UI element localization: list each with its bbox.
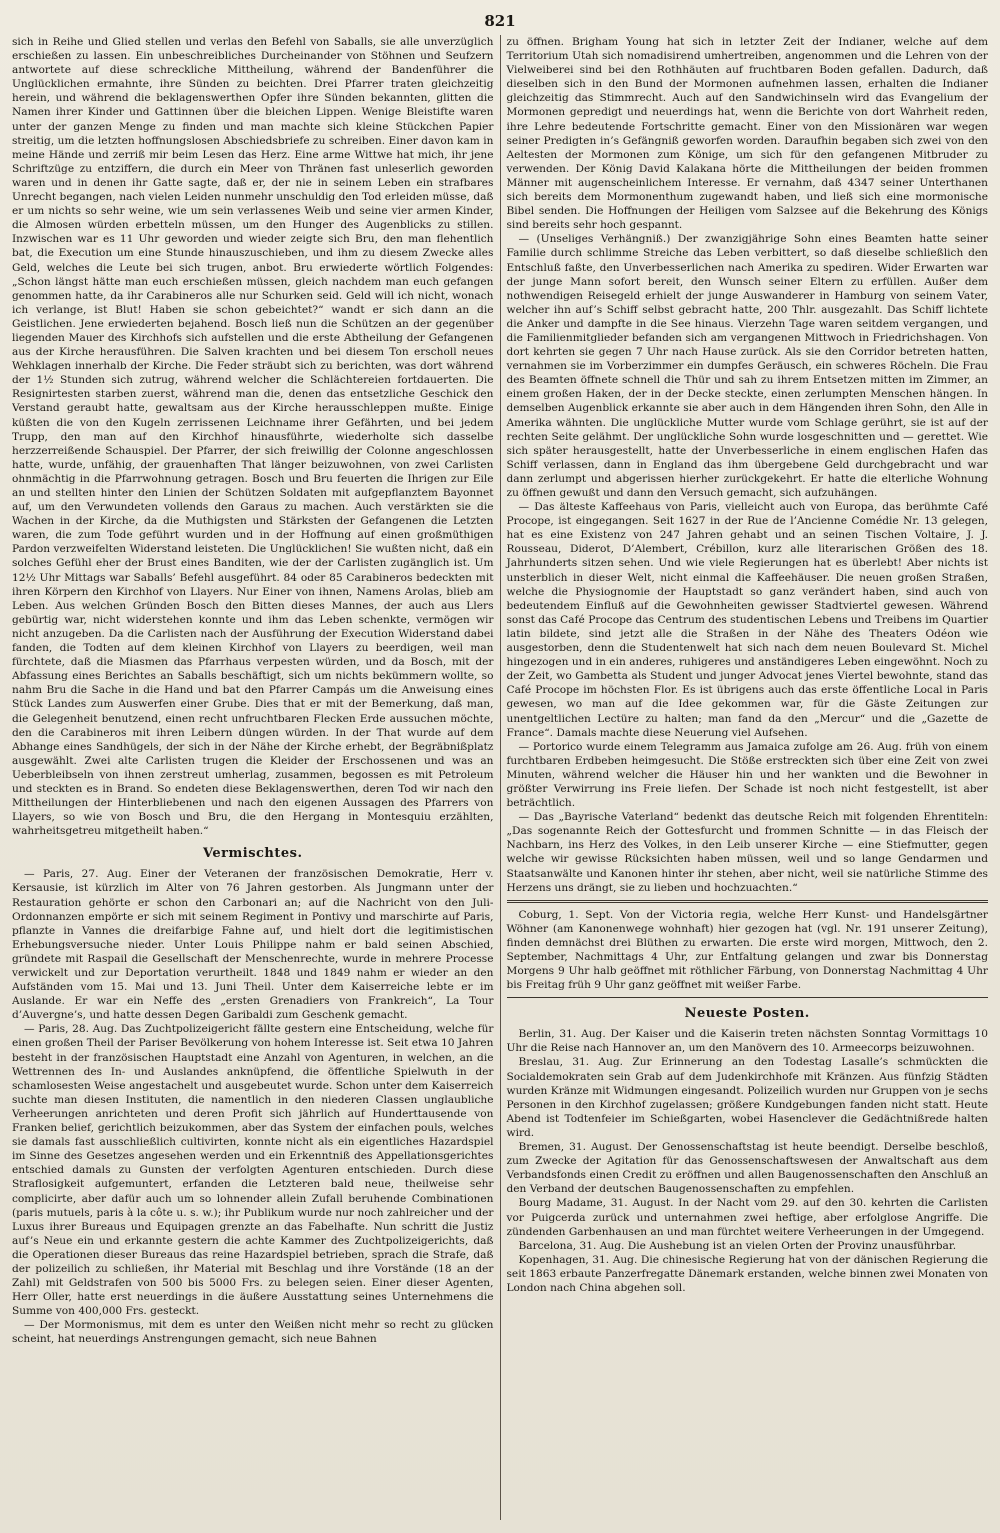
section-heading-news: Neueste Posten.	[684, 1006, 810, 1022]
news-kopenhagen: Kopenhagen, 31. Aug. Die chinesische Regierung hat von der dänischen Regierung die seit 1863 erbaute Panzerfregatte Dänemark erstanden, welche binnen zwei Monaten von London nach China abgehen soll.	[506, 1253, 988, 1294]
article-paris-kersausie: — Paris, 27. Aug. Einer der Veteranen der französischen Demokratie, Herr v. Kersausie, ist kürzlich im Alter von 76 Jahren gestorben. Als Jungmann unter der Restauration gehörte er schon den Carbonari an; auf die Nachricht von den Juli-Ordonnanzen empörte er sich mit seinem Regiment in Pontivy und marschirte auf Paris, pflanzte in Vannes die dreifarbige Fahne auf, und hielt dort die legitimistischen Erhebungsversuche nieder. Unter Louis Philippe nahm er bald seinen Abschied, gründete mit Raspail die Gesellschaft der Menschenrechte, wurde in mehrere Processe verwickelt und zur Deportation verurtheilt. 1848 und 1849 nahm er wieder an den Aufständen vom 15. Mai und 13. Juni Theil. Unter dem Kaiserreiche lebte er im Auslande. Er war ein Neffe des „ersten Grenadiers von Frankreich“, La Tour d’Auvergne’s, und hatte dessen Degen Garibaldi zum Geschenk gemacht.	[12, 868, 494, 1022]
page-number: 821	[484, 12, 516, 30]
article-cafe-procope: — Das älteste Kaffeehaus von Paris, vielleicht auch von Europa, das berühmte Café Procope, ist eingegangen. Seit 1627 in der Rue de l’Ancienne Comédie Nr. 13 gelegen, hat es eine Existenz von 247 Jahren gehabt und an seinen Tischen Voltaire, J. J. Rousseau, Diderot, D’Alembert, Crébillon, kurz alle literarischen Größen des 18. Jahrhunderts sitzen sehen. Und wie viele Regierungen hat es überlebt! Aber nichts ist unsterblich in dieser Welt, nicht einmal die Kaffeehäuser. Die neuen großen Straßen, welche die Physiognomie der Hauptstadt so ganz verändert haben, sind auch von bedeutendem Einfluß auf die Gewohnheiten gewisser Stadtviertel gewesen. Während sonst das Café Procope das Centrum des studentischen Lebens und Treibens im Quartier latin bildete, sind jetzt alle die Straßen in der Nähe des Theaters Odéon wie ausgestorben, denn die Studentenwelt hat sich nach dem neuen Boulevard St. Michel hingezogen und in ein anderes, ruhigeres und anständigeres Leben eingewöhnt. Noch zu der Zeit, wo Gambetta als Student und junger Advocat jenes Viertel bewohnte, stand das Café Procope im höchsten Flor. Es ist übrigens auch das erste öffentliche Local in Paris gewesen, wo man auf die Idee gekommen war, für die Gäste Zeitungen zur unentgeltlichen Lectüre zu halten; man fand da den „Mercur“ und die „Gazette de France“. Damals machte diese Neuerung viel Aufsehen.	[506, 501, 988, 739]
article-bayrisches-vaterland: — Das „Bayrische Vaterland“ bedenkt das deutsche Reich mit folgenden Ehrentiteln: „Das sogenannte Reich der Gottesfurcht und frommen Schnitte — in das Fleisch der Nachbarn, ins Herz des Volkes, in den Leib unserer Kirche — eine Stiefmutter, gegen welche wir gewisse Rücksichten haben müssen, weil und so lange Gendarmen und Staatsanwälte und Kanonen hinter ihr stehen, aber nicht, weil sie natürliche Stimme des Herzens uns drängt, sie zu lieben und hochzuachten.“	[506, 811, 988, 894]
section-heading-misc: Vermischtes.	[202, 846, 303, 862]
article-coburg-victoria-regia: Coburg, 1. Sept. Von der Victoria regia, welche Herr Kunst- und Handelsgärtner Wöhner (am Kanonenwege wohnhaft) hier gezogen hat (vgl. Nr. 191 unserer Zeitung), finden demnächst drei Blüthen zu erwarten. Die erste wird morgen, Mittwoch, den 2. September, Nachmittags 4 Uhr, zur Entfaltung gelangen und zwar bis Donnerstag Morgens 9 Uhr halb geöffnet mit röthlicher Färbung, von Donnerstag Nachmittag 4 Uhr bis Freitag früh 9 Uhr ganz geöffnet mit weißer Farbe.	[506, 908, 988, 992]
left-column	[12, 35, 500, 1520]
article-unseliges-verhaengniss: — (Unseliges Verhängniß.) Der zwanzigjährige Sohn eines Beamten hatte seiner Familie durch schlimme Streiche das Leben verbittert, so daß dieselbe schließlich den Entschluß faßte, den Unverbesserlichen nach Amerika zu spediren. Wider Erwarten war der junge Mann sofort bereit, den Wunsch seiner Eltern zu erfüllen. Außer dem nothwendigen Reisegeld erhielt der junge Auswanderer in Hamburg von seinem Vater, welcher ihn auf’s Schiff selbst gebracht hatte, 200 Thlr. ausgezahlt. Das Schiff lichtete die Anker und dampfte in die See hinaus. Vierzehn Tage waren seitdem vergangen, und die Familienmitglieder befanden sich am vergangenen Mittwoch in Friedrichshagen. Von dort kehrten sie gegen 7 Uhr nach Hause zurück. Als sie den Corridor betreten hatten, vernahmen sie im Vorberzimmer ein dumpfes Geräusch, ein schweres Röcheln. Die Frau des Beamten öffnete schnell die Thür und sah zu ihrem Entsetzen mitten im Zimmer, an einem großen Haken, der in der Decke steckte, einen zerlumpten Menschen hängen. In demselben Augenblick erkannte sie aber auch in dem Hängenden ihren Sohn, den Alle in Amerika wähnten. Die unglückliche Mutter wurde vom Schlage gerührt, sie ist auf der rechten Seite gelähmt. Der unglückliche Sohn wurde losgeschnitten und — gerettet. Wie sich später herausgestellt, hatte der Unverbesserliche in einem englischen Hafen das Schiff verlassen, dann in England das ihm übergebene Geld durchgebracht und war dann zerlumpt und abgerissen hierher zurückgekehrt. Er hatte die elterliche Wohnung zu öffnen gewußt und dann den Versuch gemacht, sich aufzuhängen.	[506, 233, 988, 499]
news-bourg-madame: Bourg Madame, 31. August. In der Nacht vom 29. auf den 30. kehrten die Carlisten vor Puigcerda zurück und unternahmen zwei heftige, aber erfolglose Angriffe. Die zündenden Garbenhausen an und man fürchtet weitere Verheerungen in der Umgegend.	[506, 1197, 988, 1238]
right-column	[501, 35, 989, 1520]
news-berlin: Berlin, 31. Aug. Der Kaiser und die Kaiserin treten nächsten Sonntag Vormittags 10 Uhr die Reise nach Hannover an, um den Manövern des 10. Armeecorps beizuwohnen.	[506, 1028, 988, 1055]
article-paris-betting: — Paris, 28. Aug. Das Zuchtpolizeigericht fällte gestern eine Entscheidung, welche für einen großen Theil der Pariser Bevölkerung von hohem Interesse ist. Seit etwa 10 Jahren besteht in der französischen Hauptstadt eine Anzahl von Agenturen, in welchen, an die Wettrennen des In- und Auslandes anknüpfend, die öffentliche Spielwuth in der schamlosesten Weise angestachelt und ausgebeutet wurde. Schon unter dem Kaiserreich suchte man diesen Instituten, die namentlich in den niederen Classen unglaubliche Verheerungen anrichteten und deren Profit sich jährlich auf Hunderttausende von Franken belief, gerichtlich beizukommen, aber das System der einfachen pouls, welches sie damals fast ausschließlich cultivirten, konnte nicht als ein eigentliches Hazardspiel im Sinne des Gesetzes angesehen werden und ein Erkenntniß des Appellationsgerichtes entschied damals zu Gunsten der verfolgten Agenturen entschieden. Durch diese Straflosigkeit aufgemuntert, erfanden die Letzteren bald neue, theilweise sehr complicirte, aber dafür auch um so lohnender allein Zufall beruhende Combinationen (paris mutuels, paris à la côte u. s. w.); ihr Publikum wurde nur noch zahlreicher und der Luxus ihrer Bureaus und Equipagen grenzte an das Fabelhafte. Nun schritt die Justiz auf’s Neue ein und erkannte gestern die achte Kammer des Zuchtpolizeigerichts, daß die Operationen dieser Bureaus das reine Hazardspiel betrieben, sprach die Strafe, daß der polizeilich zu schließen, ihr Material mit Beschlag und ihre Vorstände (18 an der Zahl) mit Geldstrafen von 500 bis 5000 Frs. zu belegen seien. Einer dieser Agenten, Herr Oller, hatte erst neuerdings in die äußere Ausstattung seines Unternehmens die Summe von 400,000 Frs. gesteckt.	[12, 1023, 494, 1318]
news-bremen: Bremen, 31. August. Der Genossenschaftstag ist heute beendigt. Derselbe beschloß, zum Zwecke der Agitation für das Genossenschaftswesen der Anwaltschaft aus dem Verbandsfonds einen Credit zu eröffnen und allen Baugenossenschaften den Anschluß an den Verband der deutschen Baugenossenschaften zu empfehlen.	[506, 1141, 988, 1196]
article-mormonism-cont: zu öffnen. Brigham Young hat sich in letzter Zeit der Indianer, welche auf dem Territorium Utah sich nomadisirend umhertreiben, angenommen und die Lehren von der Vielweiberei sind bei den Rothhäuten auf fruchtbaren Boden gefallen. Dadurch, daß dieselben sich in den Bund der Mormonen aufnehmen lassen, erhalten die Indianer gleichzeitig das Stimmrecht. Auch auf den Sandwichinseln wird das Evangelium der Mormonen gepredigt und neuerdings hat, wenn die Berichte von dort Wahrheit reden, ihre Lehre bedeutende Fortschritte gemacht. Einer von den Missionären war wegen seiner Predigten in’s Gefängniß geworfen worden. Daraufhin begaben sich zwei von den Aeltesten der Mormonen zum Könige, um sich für den gefangenen Mitbruder zu verwenden. Der König David Kalakana hörte die Mittheilungen der beiden frommen Männer mit augenscheinlichem Interesse. Er vernahm, daß 4347 seiner Unterthanen sich bereits dem Mormonenthum zugewandt haben, und ließ sich eine mormonische Bibel senden. Die Hoffnungen der Heiligen vom Salzsee auf die Bekehrung des Königs sind bereits sehr hoch gespannt.	[506, 36, 988, 232]
article-mormonism-start: — Der Mormonismus, mit dem es unter den Weißen nicht mehr so recht zu glücken scheint, hat neuerdings Anstrengungen gemacht, sich neue Bahnen	[12, 1319, 494, 1346]
news-barcelona: Barcelona, 31. Aug. Die Aushebung ist an vielen Orten der Provinz unausführbar.	[518, 1239, 957, 1252]
section-rule	[507, 900, 989, 903]
columns	[12, 35, 988, 1520]
article-carlist-execution: sich in Reihe und Glied stellen und verlas den Befehl von Saballs, sie alle unverzüglich erschießen zu lassen. Ein unbeschreibliches Durcheinander von Stöhnen und Seufzern antwortete auf diese schreckliche Mittheilung, während der Bandenführer die Unglücklichen ermahnte, ihre Sünden zu beichten. Drei Pfarrer traten gleichzeitig herein, und während die beklagenswerthen Opfer ihre Sünden bekannten, glitten die Namen ihrer Kinder und Gattinnen über die bleichen Lippen. Wenige Bleistifte waren unter der ganzen Menge zu finden und man machte sich kleine Stückchen Papier streitig, um die letzten hoffnungslosen Abschiedsbriefe zu schreiben. Einer davon kam in meine Hände und zerriß mir beim Lesen das Herz. Eine arme Wittwe hat mich, ihr jene Schriftzüge zu entziffern, die durch ein Meer von Thränen fast unleserlich geworden waren und in denen ihr Gatte sagte, daß er, der nie in seinem Leben ein strafbares Unrecht begangen, nach vielen Leiden nunmehr unschuldig den Tod erleiden müsse, daß er um nichts so sehr weine, wie um sein verlassenes Weib und seine vier armen Kinder, die Almosen würden erbetteln müssen, um den Hunger des Augenblicks zu stillen. Inzwischen war es 11 Uhr geworden und wieder zeigte sich Bru, den man flehentlich bat, die Execution um eine Stunde hinauszuschieben, und ihm zu diesem Zwecke alles Geld, welches die Leute bei sich trugen, anbot. Bru erwiederte wörtlich Folgendes: „Schon längst hätte man euch erschießen müssen, gleich nachdem man euch gefangen genommen hatte, da ihr Carabineros alle nur Schurken seid. Geld will ich nicht, wonach ich verlange, ist Blut! Haben sie schon gebeichtet?“ wandt er sich dann an die Geistlichen. Jene erwiederten bejahend. Bosch ließ nun die Schützen an der gegenüber liegenden Mauer des Kirchhofs sich aufstellen und die erste Abtheilung der Gefangenen aus der Kirche herausführen. Die Salven krachten und bei diesem Ton erscholl neues Wehklagen innerhalb der Kirche. Die Feder sträubt sich zu berichten, was dort während der 1½ Stunden sich zutrug, während welcher die Schlächtereien fortdauerten. Die Resignirtesten starben zuerst, während man die, denen das entsetzliche Geschick den Verstand geraubt hatte, gewaltsam aus der Kirche herausschleppen mußte. Einige küßten die von den Kugeln zerrissenen Leichname ihrer Gefährten, und bei jedem Trupp, den man auf den Kirchhof hinausführte, wiederholte sich dasselbe herzzerreißende Schauspiel. Der Pfarrer, der sich freiwillig der Colonne angeschlossen hatte, wurde, unfähig, der grauenhaften That länger beizuwohnen, von zwei Carlisten ohnmächtig in die Pfarrwohnung getragen. Bosch und Bru feuerten die Ihrigen zur Eile an und stellten hinter den Linien der Schützen Soldaten mit aufgepflanztem Bayonnet auf, um den Verwundeten vollends den Garaus zu machen. Auch verstärkten sie die Wachen in der Kirche, da die Muthigsten und Stärksten der Gefangenen die Letzten waren, die zum Tode geführt wurden und in der Hoffnung auf einen großmüthigen Pardon verzweifelten Widerstand leisteten. Die Unglücklichen! Sie wußten nicht, daß ein solches Gefühl eher der Brust eines Banditen, wie der der Carlisten zugänglich ist. Um 12½ Uhr Mittags war Saballs’ Befehl ausgeführt. 84 oder 85 Carabineros bedeckten mit ihren Körpern den Kirchhof von Llayers. Nur Einer von ihnen, Namens Arolas, blieb am Leben. Aus welchen Gründen Bosch den Bitten dieses Mannes, der auch aus Llers gebürtig war, nicht widerstehen konnte und ihm das Leben schenkte, vermögen wir nicht anzugeben. Da die Carlisten nach der Ausführung der Execution Widerstand dabei fanden, die Todten auf dem kleinen Kirchhof von Llayers zu beerdigen, weil man fürchtete, daß die Miasmen das Pfarrhaus verpesten würden, und da Bosch, mit der Abfassung eines Berichtes an Saballs beschäftigt, sich um nichts bekümmern wollte, so nahm Bru die Sache in die Hand und bat den Pfarrer Campás um die Anweisung eines Stück Landes zum Auswerfen einer Grube. Dies that er mit der Bemerkung, daß man, die Gelegenheit benutzend, einen recht unfruchtbaren Flecken Erde aussuchen möchte, den die Carabineros mit ihren Leibern düngen würden. In der That wurde auf dem Abhange eines Sandhügels, der sich in der Nähe der Kirche erhebt, der Begräbnißplatz ausgewählt. Zwei alte Carlisten trugen die Kleider der Erschossenen und was an Ueberbleibseln von ihnen zerstreut umherlag, zusammen, begossen es mit Petroleum und steckten es in Brand. So endeten diese Beklagenswerthen, deren Tod wir nach den Mittheilungen der Hinterbliebenen und nach den eigenen Aussagen des Pfarrers von Llayers, so wie von Bosch und Bru, die den Hergang in Montesquiu erzählten, wahrheitsgetreu mitgetheilt haben.“	[12, 36, 494, 838]
news-breslau: Breslau, 31. Aug. Zur Erinnerung an den Todestag Lasalle’s schmückten die Socialdemokraten sein Grab auf dem Judenkirchhofe mit Kränzen. Aus fünfzig Städten wurden Kränze mit Widmungen eingesandt. Polizeilich wurden nur Gruppen von je sechs Personen in den Kirchhof zugelassen; größere Kundgebungen fanden nicht statt. Heute Abend ist Todtenfeier im Schießgarten, wobei Hasenclever die Gedächtnißrede halten wird.	[506, 1056, 988, 1139]
section-rule-2	[507, 997, 989, 998]
article-portorico: — Portorico wurde einem Telegramm aus Jamaica zufolge am 26. Aug. früh von einem furchtbaren Erdbeben heimgesucht. Die Stöße erstreckten sich über eine Zeit von zwei Minuten, während welcher die Häuser hin und her wankten und die Bewohner in größter Verwirrung ins Freie liefen. Der Schade ist noch nicht festgestellt, ist aber beträchtlich.	[506, 740, 988, 810]
